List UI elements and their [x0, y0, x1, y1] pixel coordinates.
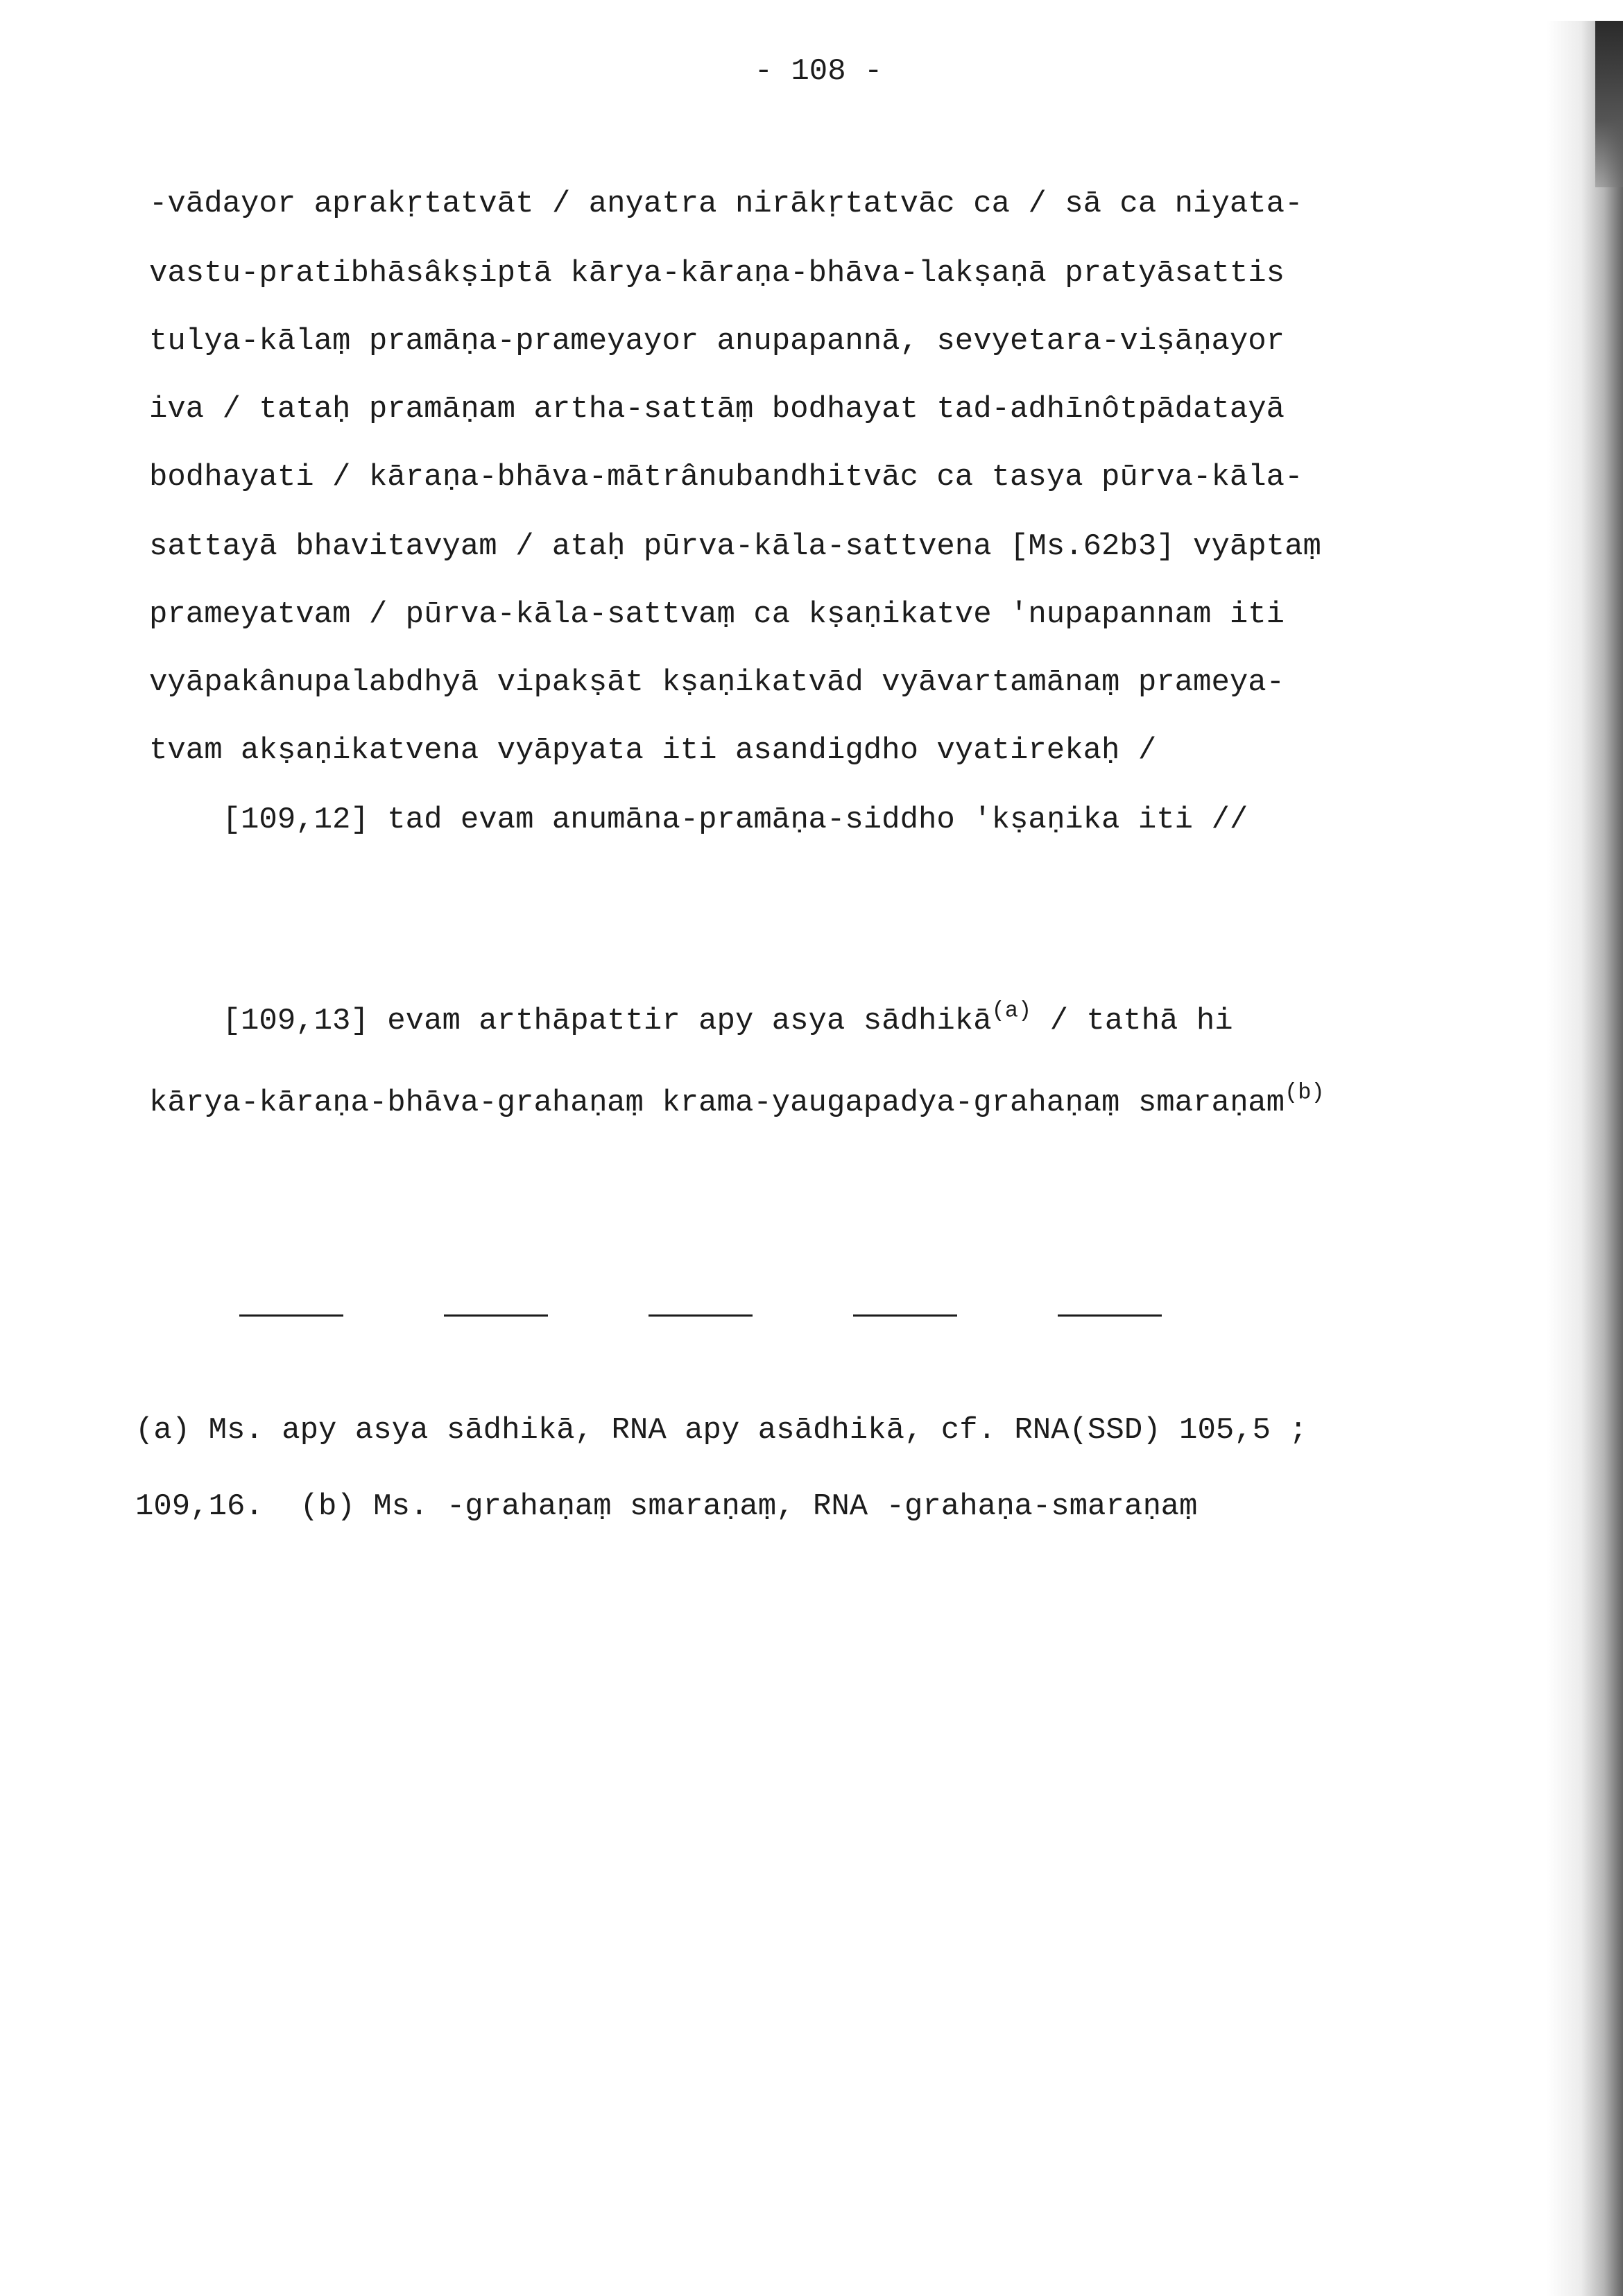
- para2-text: [109,13] evam arthāpattir apy asya sādhikā: [149, 1004, 992, 1038]
- footnote-separator-dash: [239, 1314, 343, 1317]
- text-line: tulya-kālaṃ pramāṇa-prameyayor anupapannā, sevyetara-viṣāṇayor: [149, 324, 1285, 359]
- text-line: vastu-pratibhāsâkṣiptā kārya-kāraṇa-bhāva-lakṣaṇā pratyāsattis: [149, 256, 1285, 291]
- para2-text-tail: / tathā hi: [1031, 1004, 1233, 1038]
- text-line-para2-2: [149, 1079, 1325, 1120]
- text-line: tvam akṣaṇikatvena vyāpyata iti asandigdho vyatirekaḥ /: [149, 733, 1157, 768]
- footnote-separator-dash: [649, 1314, 753, 1317]
- text-line: prameyatvam / pūrva-kāla-sattvaṃ ca kṣaṇikatve 'nupapannam iti: [149, 597, 1285, 632]
- text-line: iva / tataḥ pramāṇam artha-sattāṃ bodhayat tad-adhīnôtpādatayā: [149, 392, 1285, 427]
- footnote-line: 109,16. (b) Ms. -grahaṇaṃ smaraṇaṃ, RNA -grahaṇa-smaraṇaṃ: [135, 1489, 1198, 1524]
- text-line: sattayā bhavitavyam / ataḥ pūrva-kāla-sattvena [Ms.62b3] vyāptaṃ: [149, 529, 1321, 564]
- footnote-separator-dash: [853, 1314, 957, 1317]
- footnote-separator-dash: [444, 1314, 548, 1317]
- page-number: - 108 -: [754, 54, 883, 89]
- footnote-line: (a) Ms. apy asya sādhikā, RNA apy asādhikā, cf. RNA(SSD) 105,5 ;: [135, 1413, 1307, 1448]
- scan-edge-corner: [1595, 21, 1623, 187]
- text-line: [109,12] tad evam anumāna-pramāṇa-siddho 'kṣaṇika iti //: [149, 803, 1248, 837]
- scan-edge-shadow: [1547, 21, 1623, 2296]
- text-line: -vādayor aprakṛtatvāt / anyatra nirākṛtatvāc ca / sā ca niyata-: [149, 187, 1303, 221]
- text-line: bodhayati / kāraṇa-bhāva-mātrânubandhitvāc ca tasya pūrva-kāla-: [149, 460, 1303, 495]
- text-line: vyāpakânupalabdhyā vipakṣāt kṣaṇikatvād vyāvartamānaṃ prameya-: [149, 665, 1285, 700]
- para2-text: kārya-kāraṇa-bhāva-grahaṇaṃ krama-yaugapadya-grahaṇaṃ smaraṇam: [149, 1086, 1285, 1120]
- footnote-separator-dash: [1058, 1314, 1162, 1317]
- note-marker-b: (b): [1285, 1079, 1325, 1106]
- note-marker-a: (a): [991, 997, 1032, 1024]
- text-line-para2-1: [149, 997, 1233, 1038]
